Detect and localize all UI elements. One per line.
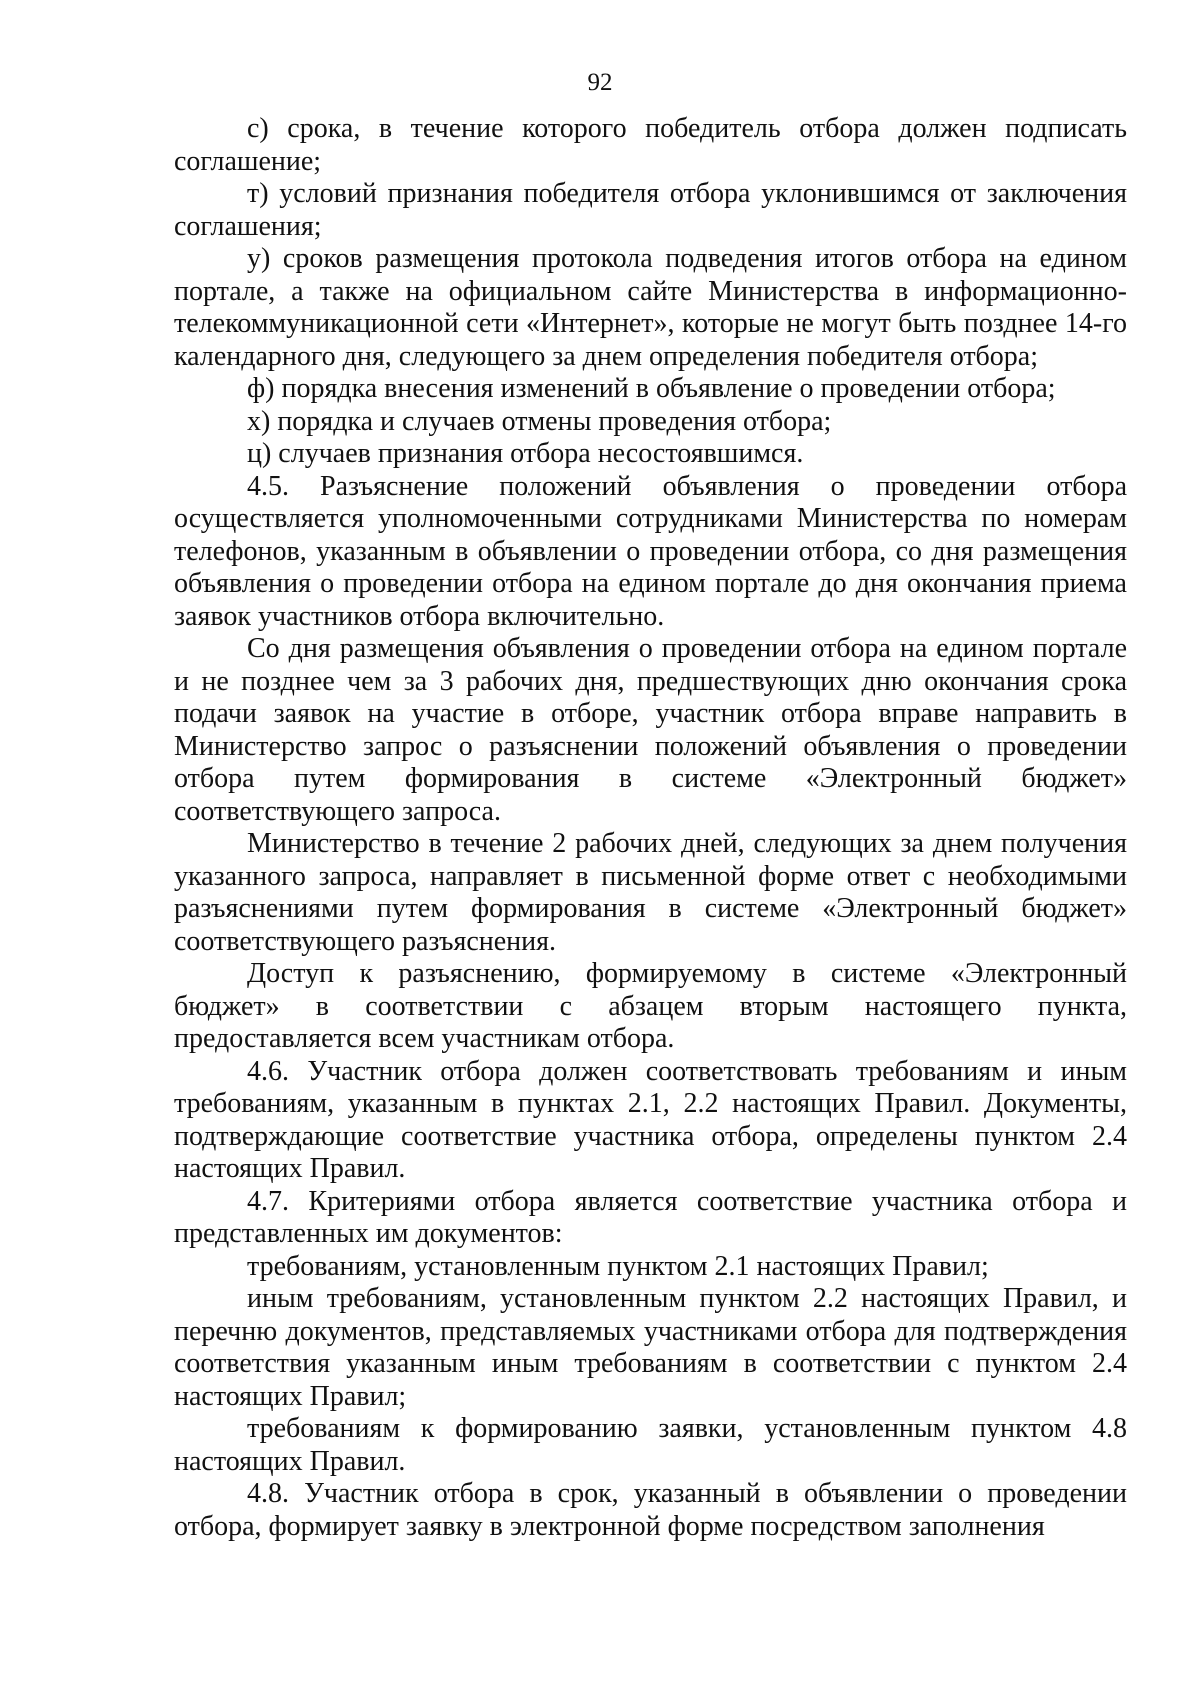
paragraph-item-u: у) сроков размещения протокола подведения итогов отбора на едином портале, а также на официальном сайте Министерства в информационно-телекоммуникационной сети «Интернет», которые не могут быть позднее 14-го календарного дня, следующего за днем определения победителя отбора; xyxy=(174,243,1127,372)
paragraph-clause-4-6: 4.6. Участник отбора должен соответствовать требованиям и иным требованиям, указанным в пунктах 2.1, 2.2 настоящих Правил. Документы, подтверждающие соответствие участника отбора, определены пунктом 2.4 настоящих Правил. xyxy=(174,1055,1127,1184)
paragraph-clarification-request: Со дня размещения объявления о проведении отбора на едином портале и не позднее чем за 3 рабочих дня, предшествующих дню окончания срока подачи заявок на участие в отборе, участник отбора вправе направить в Министерство запрос о разъяснении положений объявления о проведении отбора путем формирования в системе «Электронный бюджет» соответствующего запроса. xyxy=(174,633,1127,827)
paragraph-criterion-2-2: иным требованиям, установленным пунктом 2.2 настоящих Правил, и перечню документов, представляемых участниками отбора для подтверждения соответствия указанным иным требованиям в соответствии с пунктом 2.4 настоящих Правил; xyxy=(174,1283,1127,1412)
paragraph-item-ts: ц) случаев признания отбора несостоявшимся. xyxy=(247,438,804,469)
paragraph-item-t: т) условий признания победителя отбора уклонившимся от заключения соглашения; xyxy=(174,178,1127,242)
page-number: 92 xyxy=(587,69,613,96)
paragraph-item-s: с) срока, в течение которого победитель отбора должен подписать соглашение; xyxy=(174,113,1127,177)
paragraph-clause-4-7: 4.7. Критериями отбора является соответствие участника отбора и представленных им документов: xyxy=(174,1185,1127,1249)
paragraph-item-kh: х) порядка и случаев отмены проведения отбора; xyxy=(247,405,832,437)
paragraph-criterion-4-8: требованиям к формированию заявки, установленным пунктом 4.8 настоящих Правил. xyxy=(174,1413,1127,1477)
document-body xyxy=(174,113,1127,1543)
paragraph-criterion-2-1: требованиям, установленным пунктом 2.1 настоящих Правил; xyxy=(247,1250,989,1282)
paragraph-clause-4-5: 4.5. Разъяснение положений объявления о проведении отбора осуществляется уполномоченными сотрудниками Министерства по номерам телефонов, указанным в объявлении о проведении отбора, со дня размещения объявления о проведении отбора на едином портале до дня окончания приема заявок участников отбора включительно. xyxy=(174,470,1127,632)
paragraph-clause-4-8: 4.8. Участник отбора в срок, указанный в объявлении о проведении отбора, формирует заявку в электронной форме посредством заполнения xyxy=(174,1478,1127,1542)
paragraph-clarification-access: Доступ к разъяснению, формируемому в системе «Электронный бюджет» в соответствии с абзацем вторым настоящего пункта, предоставляется всем участникам отбора. xyxy=(174,958,1127,1054)
paragraph-ministry-response: Министерство в течение 2 рабочих дней, следующих за днем получения указанного запроса, направляет в письменной форме ответ с необходимыми разъяснениями путем формирования в системе «Электронный бюджет» соответствующего разъяснения. xyxy=(174,828,1127,957)
paragraph-item-f: ф) порядка внесения изменений в объявление о проведении отбора; xyxy=(247,373,1056,404)
